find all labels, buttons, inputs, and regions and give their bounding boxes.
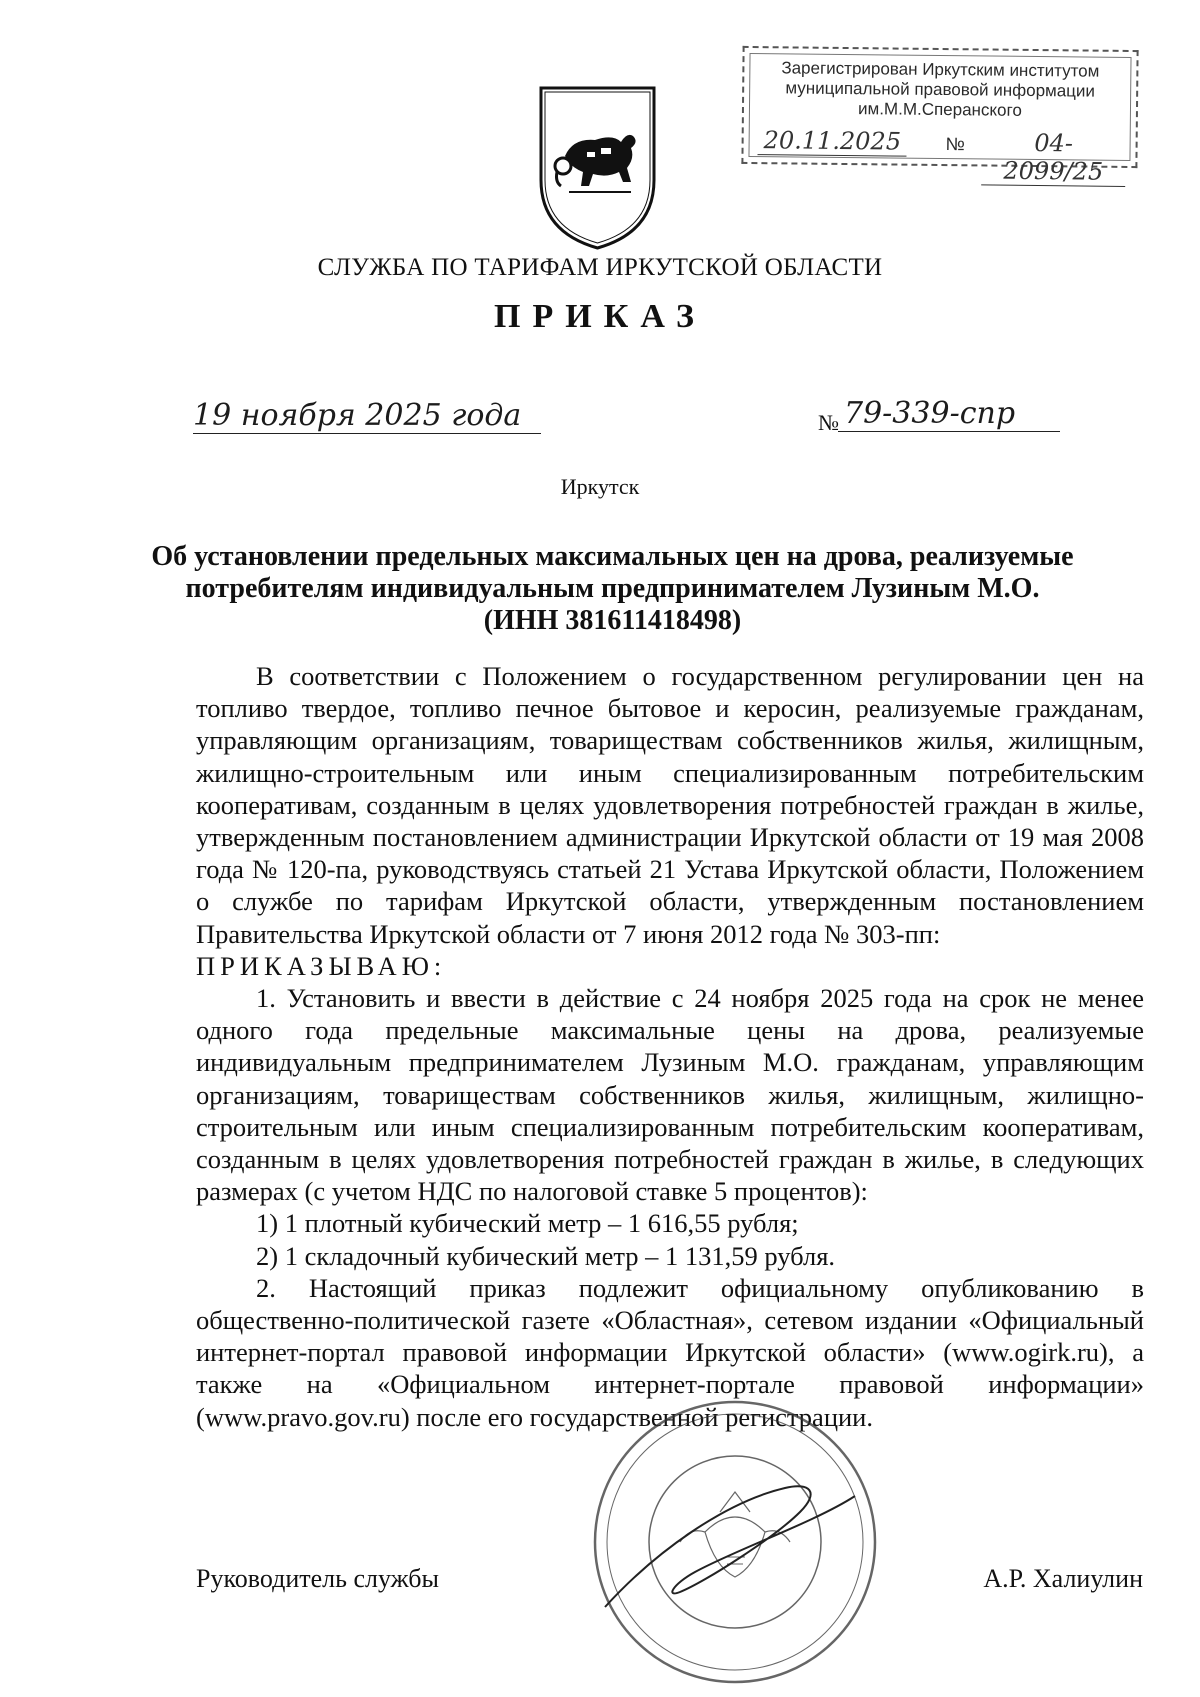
registration-number-label: № xyxy=(945,134,966,155)
order-number: 79-339-спр xyxy=(838,396,1060,432)
agency-name: СЛУЖБА ПО ТАРИФАМ ИРКУТСКОЙ ОБЛАСТИ xyxy=(317,254,883,281)
registration-stamp xyxy=(741,46,1138,186)
registration-stamp-line: Зарегистрирован Иркутским институтом xyxy=(781,58,1100,81)
preamble-paragraph: В соответствии с Положением о государственном регулировании цен на топливо твердое, топливо печное бытовое и керосин, реализуемые гражданам, управляющим организациям, товариществам собственников жилья, жилищным, жилищно-строительным или иным специализированным потребительским кооперативам, созданным в целях удовлетворения потребностей граждан в жилье, утвержденным постановлением администрации Иркутской области от 19 мая 2008 года № 120-па, руководствуясь статьей 21 Устава Иркутской области, Положением о службе по тарифам Иркутской области, утвержденным постановлением Правительства Иркутской области от 7 июня 2012 года № 303-пп: xyxy=(196,661,1144,949)
order-directive: ПРИКАЗЫВАЮ: xyxy=(196,950,447,981)
order-title-line: Об установлении предельных максимальных цен на дрова, реализуемые xyxy=(151,541,1074,572)
item-1-subitem: 2) 1 складочный кубический метр – 1 131,59 рубля. xyxy=(256,1240,836,1271)
order-title xyxy=(150,541,1075,637)
city: Иркутск xyxy=(560,474,640,499)
registration-date: 20.11.2025 xyxy=(757,126,907,157)
order-date: 19 ноября 2025 года xyxy=(193,398,541,434)
order-title-line: (ИНН 381611418498) xyxy=(483,605,742,636)
order-number-label: № xyxy=(818,410,839,435)
item-1-paragraph: 1. Установить и ввести в действие с 24 ноября 2025 года на срок не менее одного года предельные максимальные цены на дрова, реализуемые индивидуальным предпринимателем Лузиным М.О. гражданам, управляющим организациям, товариществам собственников жилья, жилищным, жилищно-строительным или иным специализированным потребительским кооперативам, созданным в целях удовлетворения потребностей граждан в жилье, в следующих размерах (с учетом НДС по налоговой ставке 5 процентов): xyxy=(196,983,1144,1207)
signatory-position: Руководитель службы xyxy=(196,1564,439,1593)
handwritten-signature-icon xyxy=(605,1486,855,1607)
registration-number: 04-2099/25 xyxy=(981,128,1126,187)
registration-stamp-fields xyxy=(753,126,1125,186)
signatory-name: А.Р. Халиулин xyxy=(983,1564,1143,1593)
official-seal-icon xyxy=(585,1392,885,1692)
item-1-subitem: 1) 1 плотный кубический метр – 1 616,55 рубля; xyxy=(256,1208,799,1239)
registration-stamp-line: им.М.М.Сперанского xyxy=(857,99,1022,120)
order-title-line: потребителям индивидуальным предпринимателем Лузиным М.О. xyxy=(185,573,1040,604)
document-type: ПРИКАЗ xyxy=(494,298,706,335)
registration-stamp-line: муниципальной правовой информации xyxy=(785,78,1096,101)
order-body xyxy=(196,660,1144,1433)
irkutsk-coat-of-arms-icon xyxy=(535,82,660,252)
item-2-paragraph: 2. Настоящий приказ подлежит официальному опубликованию в общественно-политической газете «Областная», сетевом издании «Официальный интернет-портал правовой информации Иркутской области» (www.ogirk.ru), а также на «Официальном интернет-портале правовой информации» (www.pravo.gov.ru) после его государственной регистрации. xyxy=(196,1272,1144,1432)
